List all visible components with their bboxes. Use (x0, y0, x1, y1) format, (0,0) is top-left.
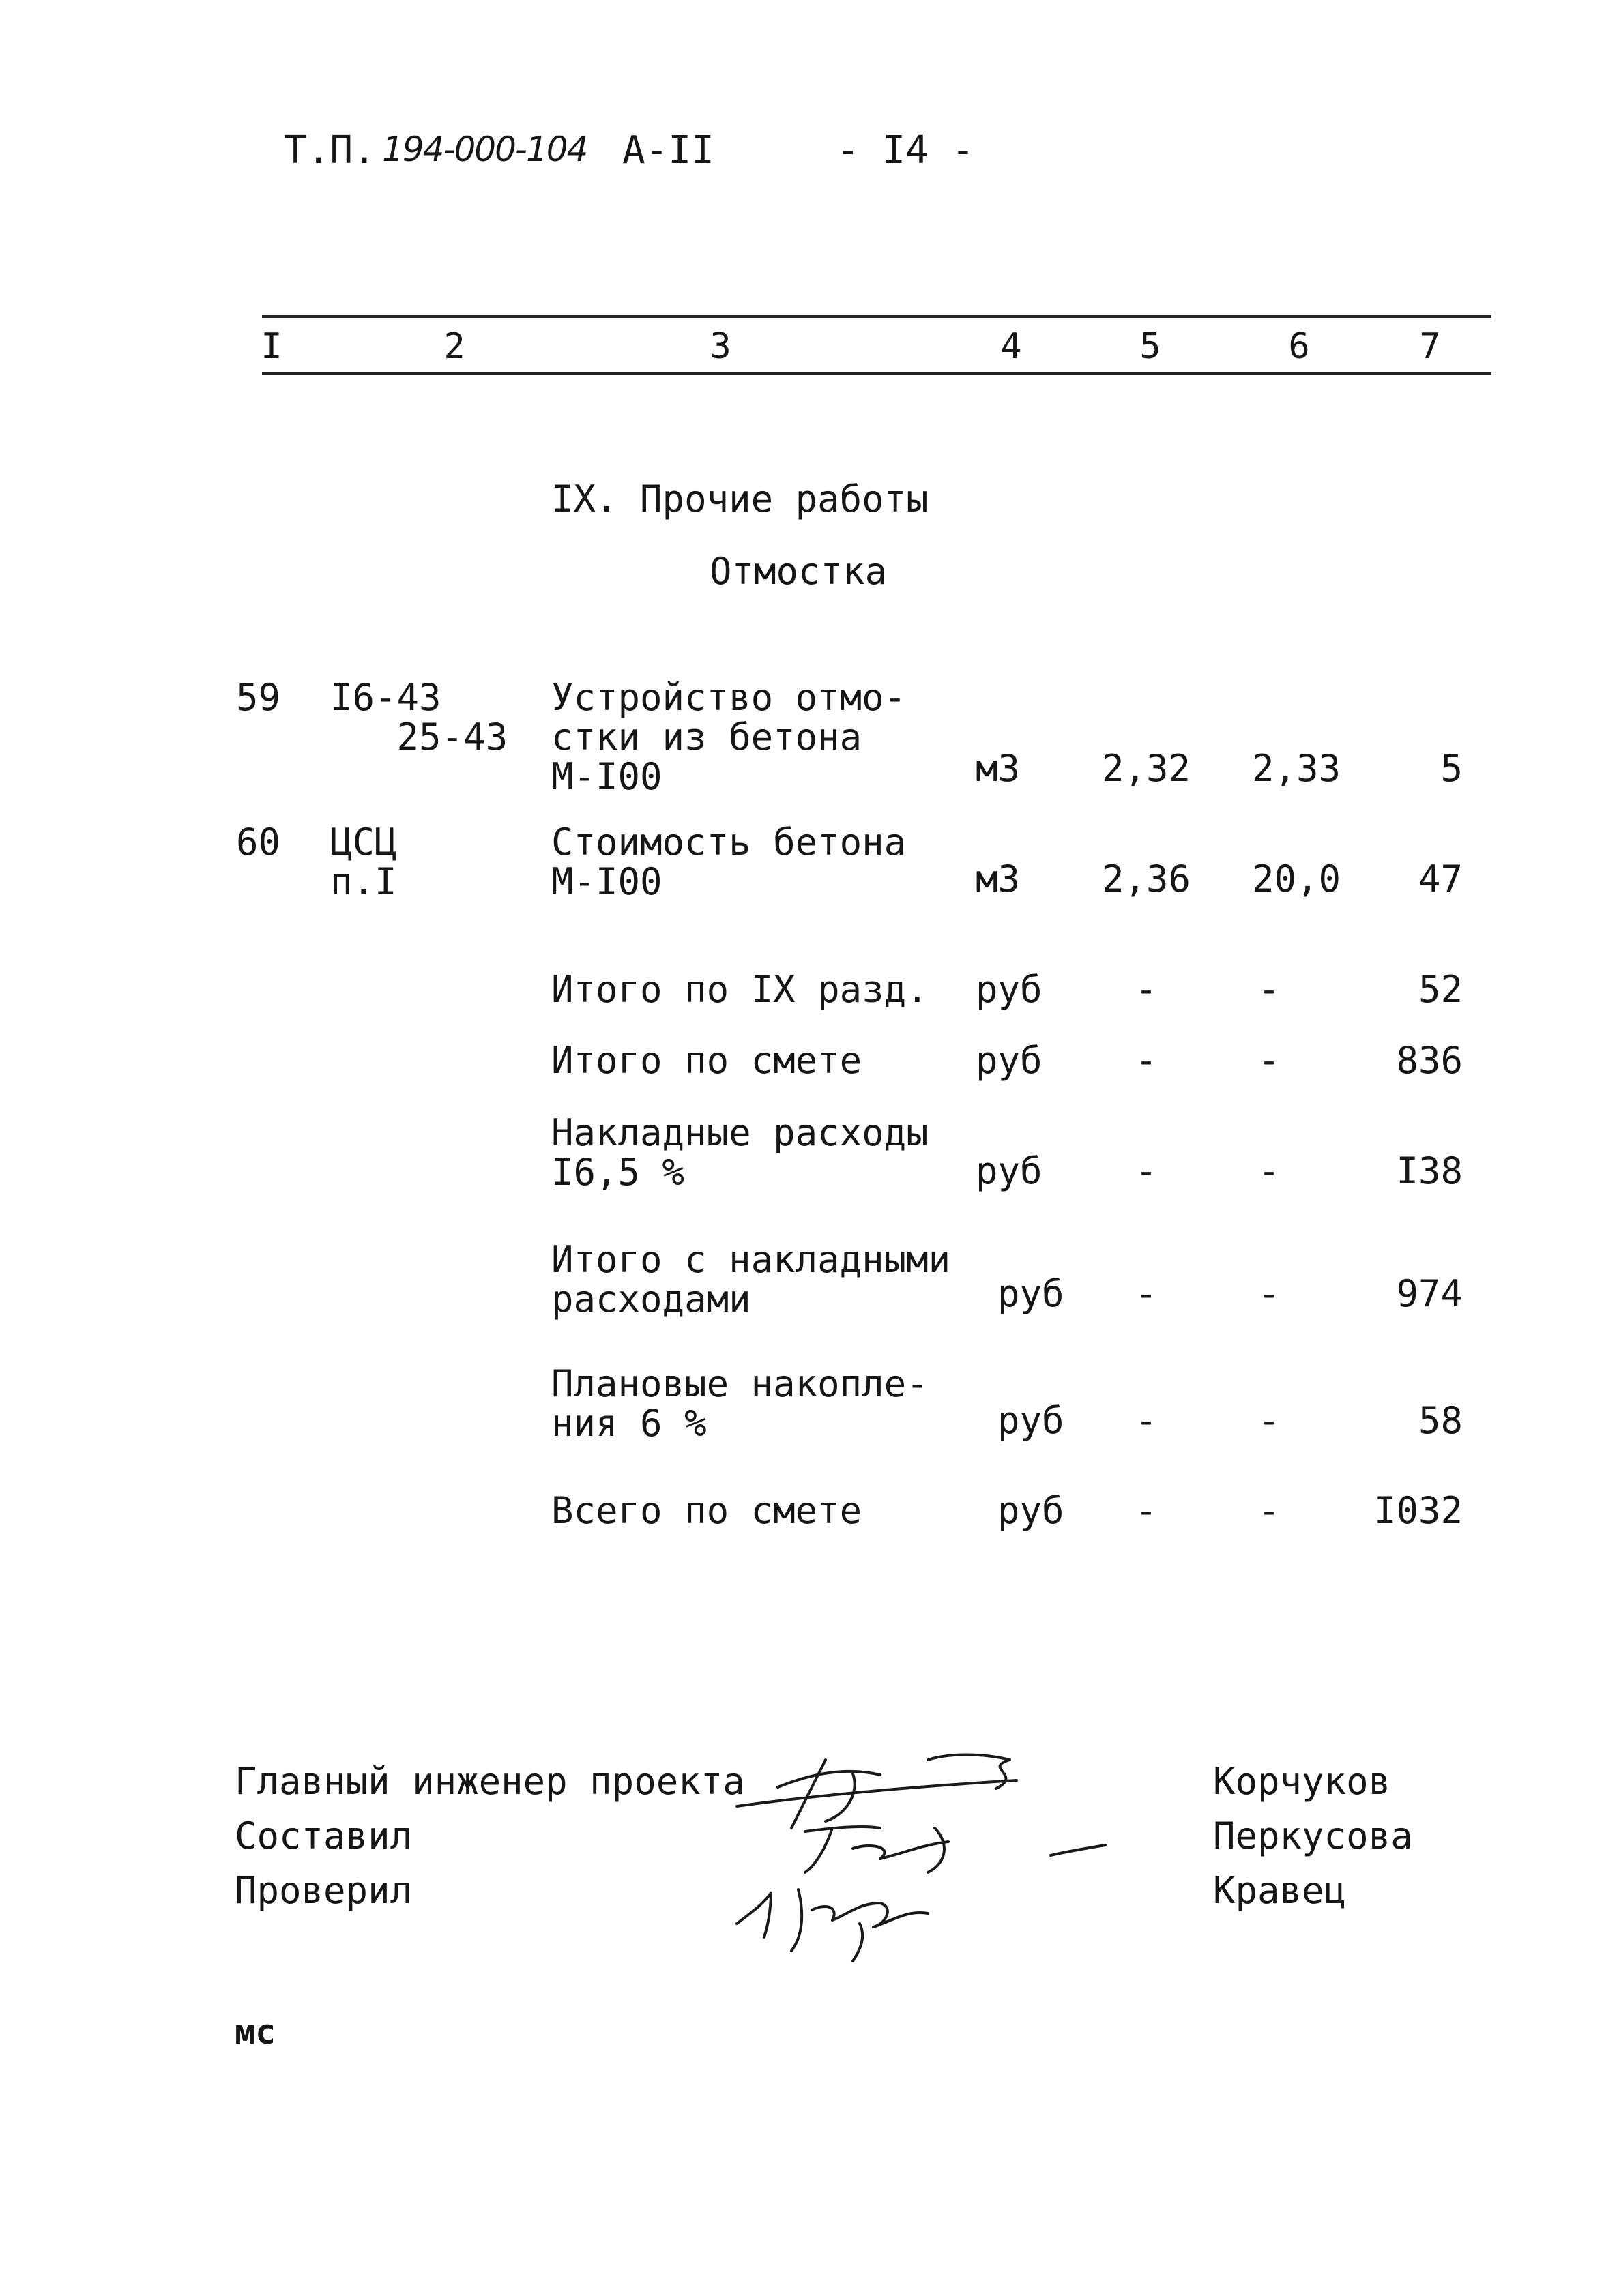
column-number-5: 5 (1139, 326, 1161, 367)
totals-label: Плановые накопле- ния 6 % (551, 1362, 929, 1445)
row-unit: м3 (976, 857, 1021, 900)
totals-col6: - (1257, 1149, 1281, 1192)
totals-col5: - (1135, 1272, 1158, 1315)
totals-value: I38 (1396, 1149, 1463, 1192)
row-description: Стоимость бетона М-I00 (551, 821, 907, 903)
row-description: Устройство отмо- стки из бетона М-I00 (551, 676, 907, 798)
totals-value: I032 (1373, 1489, 1463, 1532)
totals-value: 836 (1396, 1039, 1463, 1082)
totals-label: Итого с накладными расходами (551, 1238, 951, 1321)
project-number: 194-000-104 (382, 130, 587, 169)
totals-col5: - (1135, 968, 1158, 1011)
signature-role-chief-engineer: Главный инженер проекта (235, 1760, 745, 1803)
row-number: 60 (236, 821, 281, 864)
totals-col5: - (1135, 1399, 1158, 1442)
doc-prefix: Т.П. (284, 128, 376, 173)
totals-col6: - (1257, 1489, 1281, 1532)
row-quantity: 2,32 (1101, 747, 1191, 790)
row-number: 59 (236, 676, 281, 719)
column-number-7: 7 (1419, 326, 1441, 367)
totals-unit: руб (997, 1489, 1064, 1532)
totals-col5: - (1135, 1149, 1158, 1192)
page-number: - I4 - (836, 128, 975, 173)
totals-col6: - (1257, 968, 1281, 1011)
totals-col6: - (1257, 1039, 1281, 1082)
totals-label: Всего по смете (551, 1489, 862, 1532)
signature-role-checked: Проверил (235, 1869, 413, 1912)
totals-col5: - (1135, 1489, 1158, 1532)
table-top-rule (262, 315, 1491, 318)
totals-col6: - (1257, 1399, 1281, 1442)
table-header-rule (262, 372, 1491, 375)
section-title: IX. Прочие работы (551, 477, 929, 520)
totals-col6: - (1257, 1272, 1281, 1315)
signature-name-compiled: Перкусова (1213, 1814, 1413, 1857)
totals-unit: руб (976, 968, 1042, 1011)
column-number-6: 6 (1288, 326, 1310, 367)
column-number-2: 2 (443, 326, 465, 367)
row-code: ЦСЦ п.I (330, 821, 397, 903)
footer-mark: мс (235, 2012, 276, 2052)
totals-unit: руб (976, 1149, 1042, 1192)
totals-unit: руб (997, 1399, 1064, 1442)
row-quantity: 2,36 (1101, 857, 1191, 900)
row-total: 5 (1440, 747, 1463, 790)
signature-name-checked: Кравец (1213, 1869, 1347, 1912)
totals-label: Итого по IX разд. (551, 968, 929, 1011)
totals-value: 58 (1418, 1399, 1463, 1442)
column-number-3: 3 (710, 326, 731, 367)
totals-value: 52 (1418, 968, 1463, 1011)
row-unit: м3 (976, 747, 1021, 790)
handwritten-signatures (723, 1733, 1173, 1964)
totals-unit: руб (997, 1272, 1064, 1315)
signature-role-compiled: Составил (235, 1814, 413, 1857)
signature-name-chief-engineer: Корчуков (1213, 1760, 1391, 1803)
totals-unit: руб (976, 1039, 1042, 1082)
column-number-1: I (261, 326, 282, 367)
row-total: 47 (1418, 857, 1463, 900)
section-subtitle: Отмостка (710, 550, 888, 593)
totals-col5: - (1135, 1039, 1158, 1082)
row-price: 2,33 (1251, 747, 1341, 790)
row-code: I6-43 25-43 (330, 676, 508, 759)
row-price: 20,0 (1251, 857, 1341, 900)
totals-label: Накладные расходы I6,5 % (551, 1111, 929, 1194)
totals-label: Итого по смете (551, 1039, 862, 1082)
totals-value: 974 (1396, 1272, 1463, 1315)
column-number-4: 4 (1000, 326, 1022, 367)
doc-suffix: А-II (622, 128, 714, 173)
